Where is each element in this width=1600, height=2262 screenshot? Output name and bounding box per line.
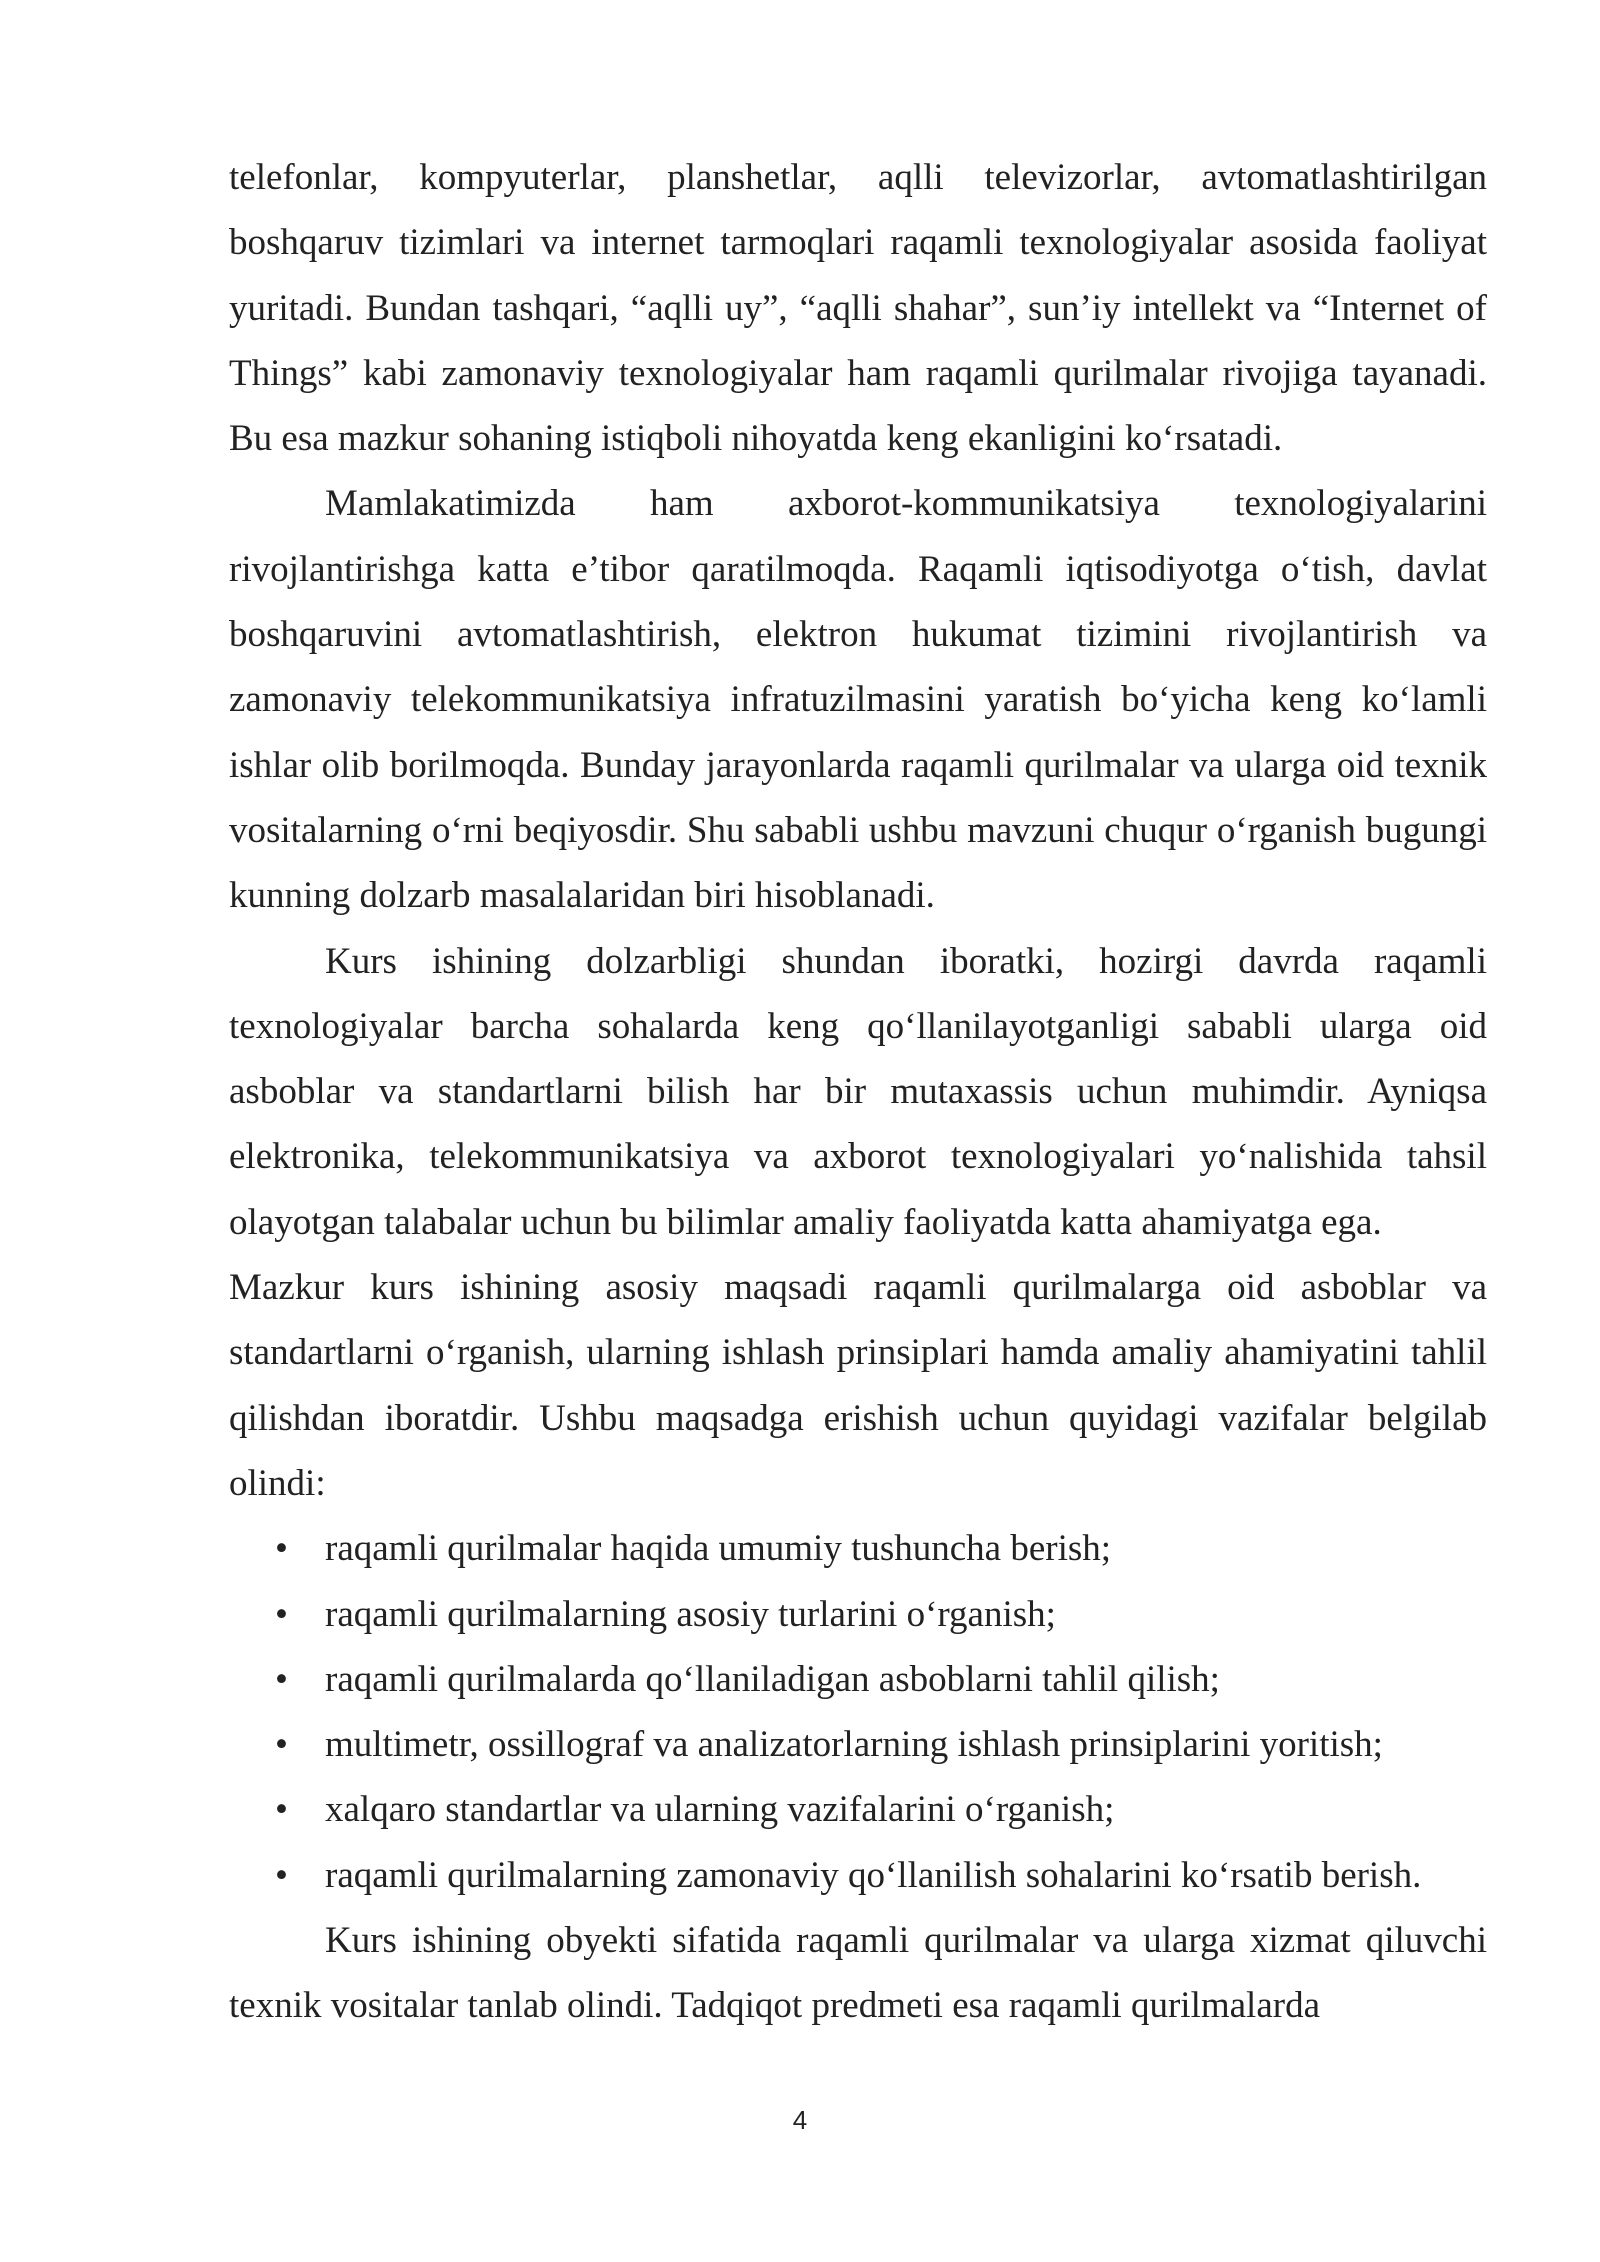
- bullet-icon: •: [275, 1724, 288, 1766]
- paragraph-goal: Mazkur kurs ishining asosiy maqsadi raqamli qurilmalarga oid asboblar va standartlarni oʻrganish, ularning ishlash prinsiplari hamda amaliy ahamiyatini tahlil qilishdan iboratdir. Ushbu maqsadga erishish uchun quyidagi vazifalar belgilab olindi:: [229, 1267, 1487, 1504]
- bullet-icon: •: [275, 1789, 288, 1831]
- paragraph-object: Kurs ishining obyekti sifatida raqamli qurilmalar va ularga xizmat qiluvchi texnik vositalar tanlab olindi. Tadqiqot predmeti esa raqamli qurilmalarda: [229, 1920, 1487, 2027]
- list-item: [229, 1516, 1487, 1581]
- bullet-icon: •: [275, 1658, 288, 1700]
- paragraph-national-ict: Mamlakatimizda ham axborot-kommunikatsiya texnologiyalarini rivojlantirishga katta e’tibor qaratilmoqda. Raqamli iqtisodiyotga oʻtish, davlat boshqaruvini avtomatlashtirish, elektron hukumat tizimini rivojlantirish va zamonaviy telekommunikatsiya infratuzilmasini yaratish boʻyicha keng koʻlamli ishlar olib borilmoqda. Bunday jarayonlarda raqamli qurilmalar va ularga oid texnik vositalarning oʻrni beqiyosdir. Shu sababli ushbu mavzuni chuqur oʻrganish bugungi kunning dolzarb masalalaridan biri hisoblanadi.: [229, 483, 1487, 917]
- list-item: [229, 1647, 1487, 1712]
- list-item-text: raqamli qurilmalarning asosiy turlarini oʻrganish;: [325, 1593, 1056, 1635]
- bullet-icon: •: [275, 1593, 288, 1635]
- list-item: [229, 1712, 1487, 1777]
- tasks-list: [229, 1516, 1487, 1908]
- list-item: [229, 1843, 1487, 1908]
- list-item: [229, 1582, 1487, 1647]
- list-item-text: raqamli qurilmalarda qoʻllaniladigan asboblarni tahlil qilish;: [325, 1658, 1220, 1700]
- page-number: 4: [792, 2105, 808, 2135]
- document-page: [229, 145, 1487, 2039]
- paragraph-relevance: Kurs ishining dolzarbligi shundan iboratki, hozirgi davrda raqamli texnologiyalar barcha sohalarda keng qoʻllanilayotganligi sababli ularga oid asboblar va standartlarni bilish har bir mutaxassis uchun muhimdir. Ayniqsa elektronika, telekommunikatsiya va axborot texnologiyalari yoʻnalishida tahsil olayotgan talabalar uchun bu bilimlar amaliy faoliyatda katta ahamiyatga ega.: [229, 940, 1487, 1243]
- list-item-text: raqamli qurilmalarning zamonaviy qoʻllanilish sohalarini koʻrsatib berish.: [325, 1854, 1422, 1896]
- bullet-icon: •: [275, 1528, 288, 1570]
- list-item: [229, 1777, 1487, 1842]
- list-item-text: raqamli qurilmalar haqida umumiy tushuncha berish;: [325, 1528, 1112, 1570]
- bullet-icon: •: [275, 1854, 288, 1896]
- paragraph-continuation: telefonlar, kompyuterlar, planshetlar, aqlli televizorlar, avtomatlashtirilgan boshqaruv tizimlari va internet tarmoqlari raqamli texnologiyalar asosida faoliyat yuritadi. Bundan tashqari, “aqlli uy”, “aqlli shahar”, sun’iy intellekt va “Internet of Things” kabi zamonaviy texnologiyalar ham raqamli qurilmalar rivojiga tayanadi. Bu esa mazkur sohaning istiqboli nihoyatda keng ekanligini koʻrsatadi.: [229, 157, 1487, 460]
- list-item-text: xalqaro standartlar va ularning vazifalarini oʻrganish;: [325, 1789, 1115, 1831]
- list-item-text: multimetr, ossillograf va analizatorlarning ishlash prinsiplarini yoritish;: [325, 1724, 1383, 1766]
